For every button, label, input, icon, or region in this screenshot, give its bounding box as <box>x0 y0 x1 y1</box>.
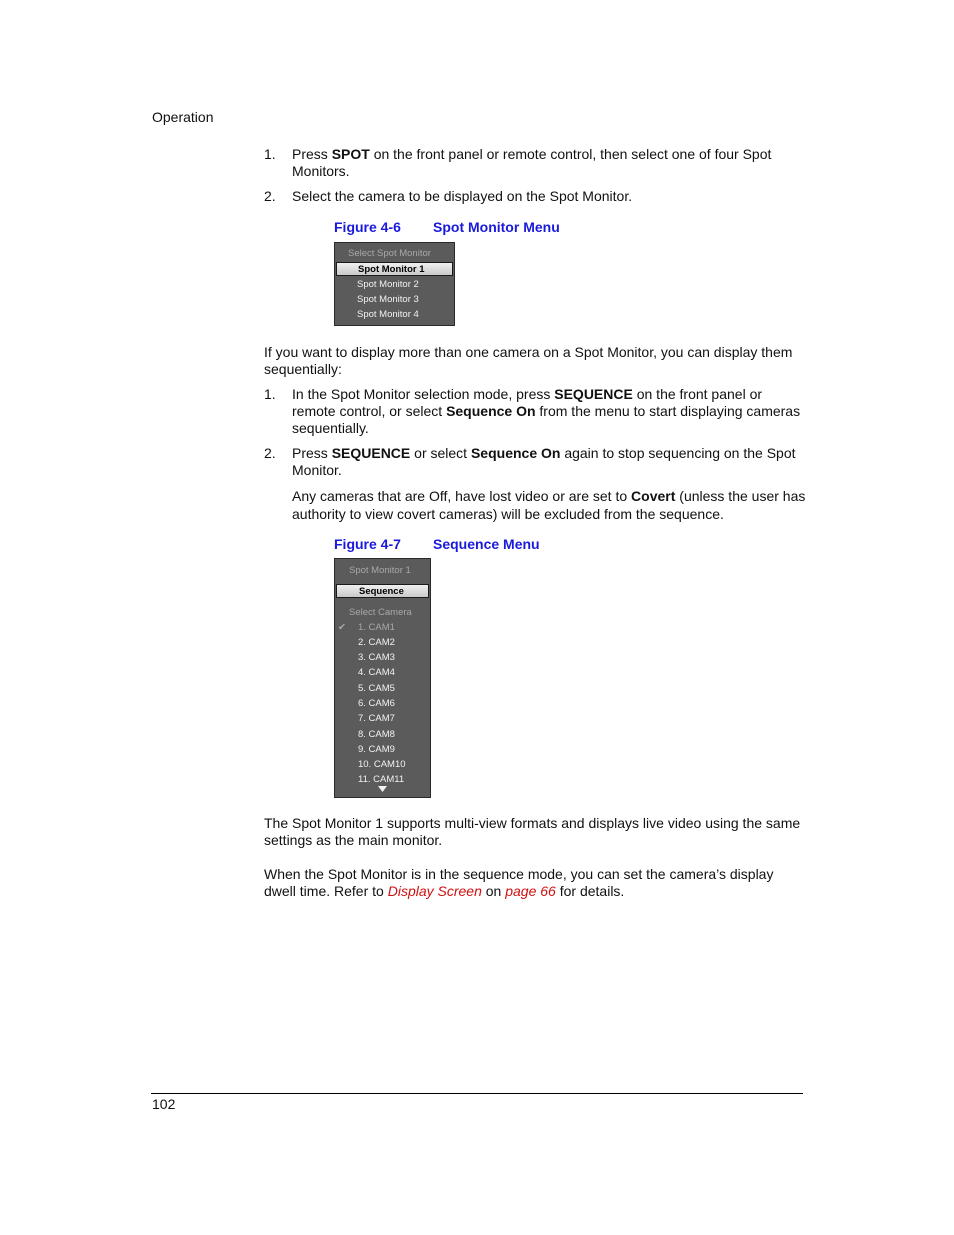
camera-item[interactable]: 10. CAM10 <box>358 759 406 770</box>
select-camera-header: Select Camera <box>349 607 412 618</box>
menu-header: Select Spot Monitor <box>348 248 431 259</box>
menu-header: Spot Monitor 1 <box>349 565 411 576</box>
page-66-link[interactable]: page 66 <box>505 883 556 899</box>
down-arrow-icon[interactable] <box>378 786 387 792</box>
camera-item[interactable]: 6. CAM6 <box>358 698 395 709</box>
camera-item[interactable]: 7. CAM7 <box>358 713 395 724</box>
camera-item[interactable]: 3. CAM3 <box>358 652 395 663</box>
step-text: Press SPOT on the front panel or remote control, then select one of four Spot Monitors. <box>292 146 772 179</box>
step-number: 2. <box>264 188 276 204</box>
figure-title: Spot Monitor Menu <box>433 219 560 235</box>
footer-rule <box>151 1093 803 1094</box>
page-number: 102 <box>152 1096 176 1112</box>
camera-item[interactable]: 4. CAM4 <box>358 667 395 678</box>
camera-item[interactable]: 2. CAM2 <box>358 637 395 648</box>
spot-monitor-3-item[interactable]: Spot Monitor 3 <box>357 294 419 305</box>
step-text: Press SEQUENCE or select Sequence On again to stop sequencing on the Spot Monitor. <box>292 445 796 478</box>
dwell-paragraph: When the Spot Monitor is in the sequence mode, you can set the camera’s display dwell time. Refer to Display Screen on page 66 for details. <box>264 866 774 899</box>
multiview-paragraph: The Spot Monitor 1 supports multi-view formats and displays live video using the same settings as the main monitor. <box>264 815 801 848</box>
display-screen-link[interactable]: Display Screen <box>387 883 482 899</box>
sequence-button[interactable]: Sequence <box>336 584 429 598</box>
step-number: 2. <box>264 445 276 461</box>
step-number: 1. <box>264 386 276 402</box>
check-icon: ✔ <box>338 622 346 633</box>
sequence-menu <box>334 558 431 798</box>
intro-paragraph: If you want to display more than one camera on a Spot Monitor, you can display them sequentially: <box>264 344 793 377</box>
figure-number: Figure 4-6 <box>334 219 401 235</box>
note-paragraph: Any cameras that are Off, have lost video or are set to Covert (unless the user has authority to view covert cameras) will be excluded from the sequence. <box>292 488 806 522</box>
spot-monitor-4-item[interactable]: Spot Monitor 4 <box>357 309 419 320</box>
step-text: In the Spot Monitor selection mode, press SEQUENCE on the front panel or remote control, or select Sequence On from the menu to start displaying cameras sequentially. <box>292 386 801 436</box>
step-text: Select the camera to be displayed on the Spot Monitor. <box>292 188 633 204</box>
figure-title: Sequence Menu <box>433 536 540 552</box>
camera-item[interactable]: 9. CAM9 <box>358 744 395 755</box>
running-header: Operation <box>152 109 214 125</box>
camera-item[interactable]: 1. CAM1 <box>358 622 395 633</box>
camera-item[interactable]: 8. CAM8 <box>358 729 395 740</box>
step-number: 1. <box>264 146 276 162</box>
spot-monitor-menu <box>334 242 455 326</box>
figure-number: Figure 4-7 <box>334 536 401 552</box>
spot-monitor-1-item[interactable]: Spot Monitor 1 <box>336 262 453 276</box>
camera-item[interactable]: 11. CAM11 <box>358 774 405 782</box>
spot-monitor-2-item[interactable]: Spot Monitor 2 <box>357 279 419 290</box>
camera-item[interactable]: 5. CAM5 <box>358 683 395 694</box>
